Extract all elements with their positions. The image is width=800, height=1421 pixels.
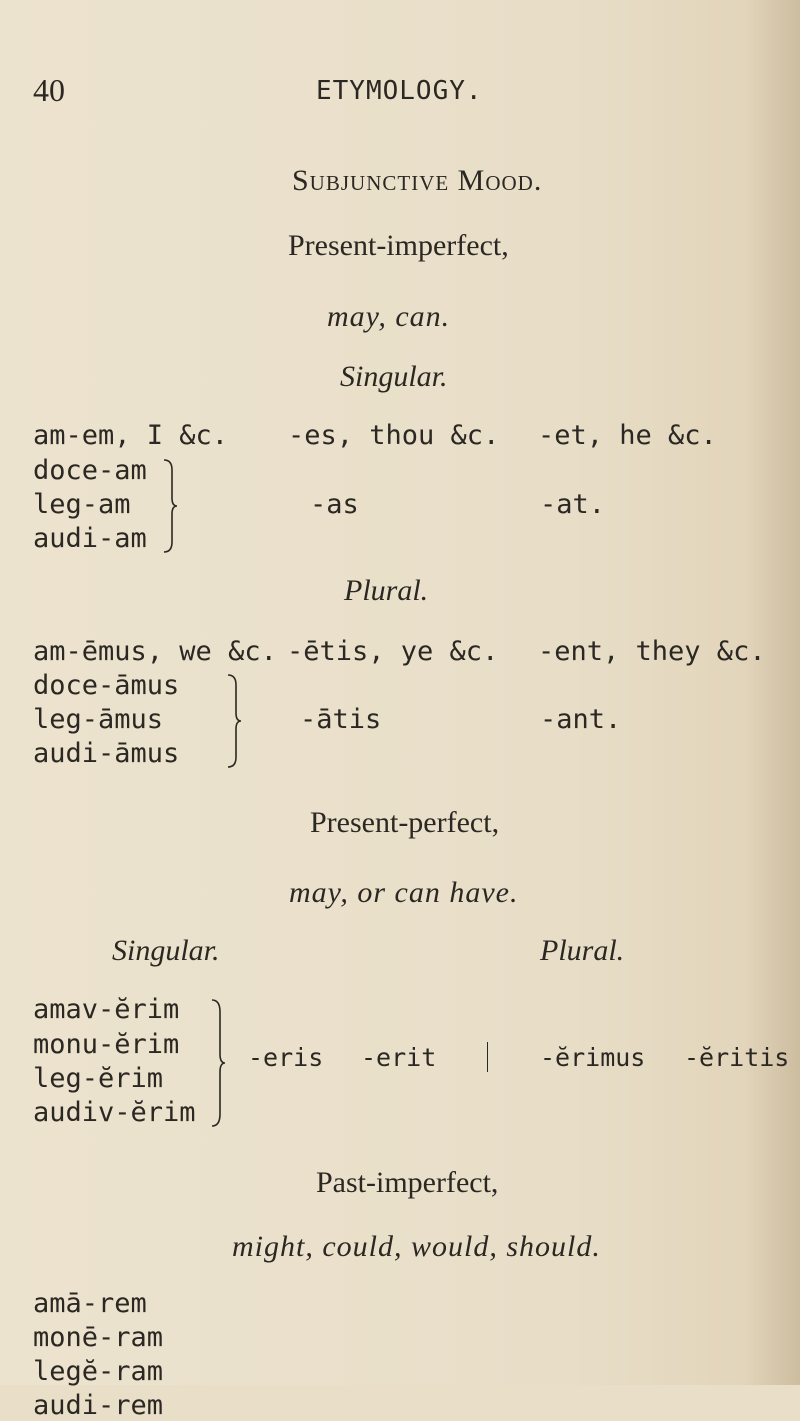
present-imperfect-singular-label: Singular. <box>340 360 448 393</box>
perfect-ending-second-plural: -ĕritis <box>684 1043 790 1072</box>
row2-second-person: -ētis, ye &c. <box>287 636 499 667</box>
group1-ending-third: -at. <box>540 489 606 520</box>
past-stem: legĕ-ram <box>33 1356 164 1387</box>
present-perfect-title: Present-perfect, <box>310 806 500 839</box>
row1-second-person: -es, thou &c. <box>288 420 500 451</box>
present-imperfect-plural-label: Plural. <box>344 574 429 607</box>
past-stem: audi-rem <box>33 1390 164 1421</box>
present-perfect-singular-label: Singular. <box>112 934 220 967</box>
perfect-stem: leg-ĕrim <box>33 1063 164 1094</box>
row2-third-person: -ent, they &c. <box>538 636 766 667</box>
running-title: ETYMOLOGY. <box>316 76 483 106</box>
group2-stem: leg-āmus <box>33 704 164 735</box>
present-imperfect-meaning: may, can. <box>327 300 451 333</box>
row1-third-person: -et, he &c. <box>538 420 717 451</box>
group1-ending-second: -as <box>310 489 359 520</box>
perfect-ending-third-singular: -erit <box>361 1043 437 1072</box>
column-separator <box>487 1042 488 1072</box>
perfect-stem: amav-ĕrim <box>33 994 180 1025</box>
group1-stem: audi-am <box>33 523 147 554</box>
group1-stem: doce-am <box>33 455 147 486</box>
past-stem: amā-rem <box>33 1288 147 1319</box>
perfect-stem: monu-ĕrim <box>33 1029 180 1060</box>
past-imperfect-title: Past-imperfect, <box>316 1166 499 1199</box>
group1-stem: leg-am <box>33 489 131 520</box>
page-number: 40 <box>33 72 65 108</box>
brace-icon <box>162 458 178 554</box>
past-stem: monē-ram <box>33 1322 164 1353</box>
row1-first-person: am-em, I &c. <box>33 420 229 451</box>
perfect-ending-second-singular: -eris <box>248 1043 324 1072</box>
group2-stem: doce-āmus <box>33 670 180 701</box>
perfect-ending-first-plural: -ĕrimus <box>540 1043 646 1072</box>
group2-ending-third: -ant. <box>540 704 622 735</box>
past-imperfect-meaning: might, could, would, should. <box>232 1230 601 1263</box>
perfect-stem: audiv-ĕrim <box>33 1097 196 1128</box>
present-perfect-meaning: may, or can have. <box>289 876 519 909</box>
present-imperfect-title: Present-imperfect, <box>288 229 509 262</box>
group2-ending-second: -ātis <box>300 704 382 735</box>
brace-icon <box>226 673 242 769</box>
row2-first-person: am-ēmus, we &c. <box>33 636 277 667</box>
group2-stem: audi-āmus <box>33 738 180 769</box>
brace-icon <box>210 998 226 1128</box>
mood-title: Subjunctive Mood. <box>292 164 543 197</box>
present-perfect-plural-label: Plural. <box>540 934 625 967</box>
